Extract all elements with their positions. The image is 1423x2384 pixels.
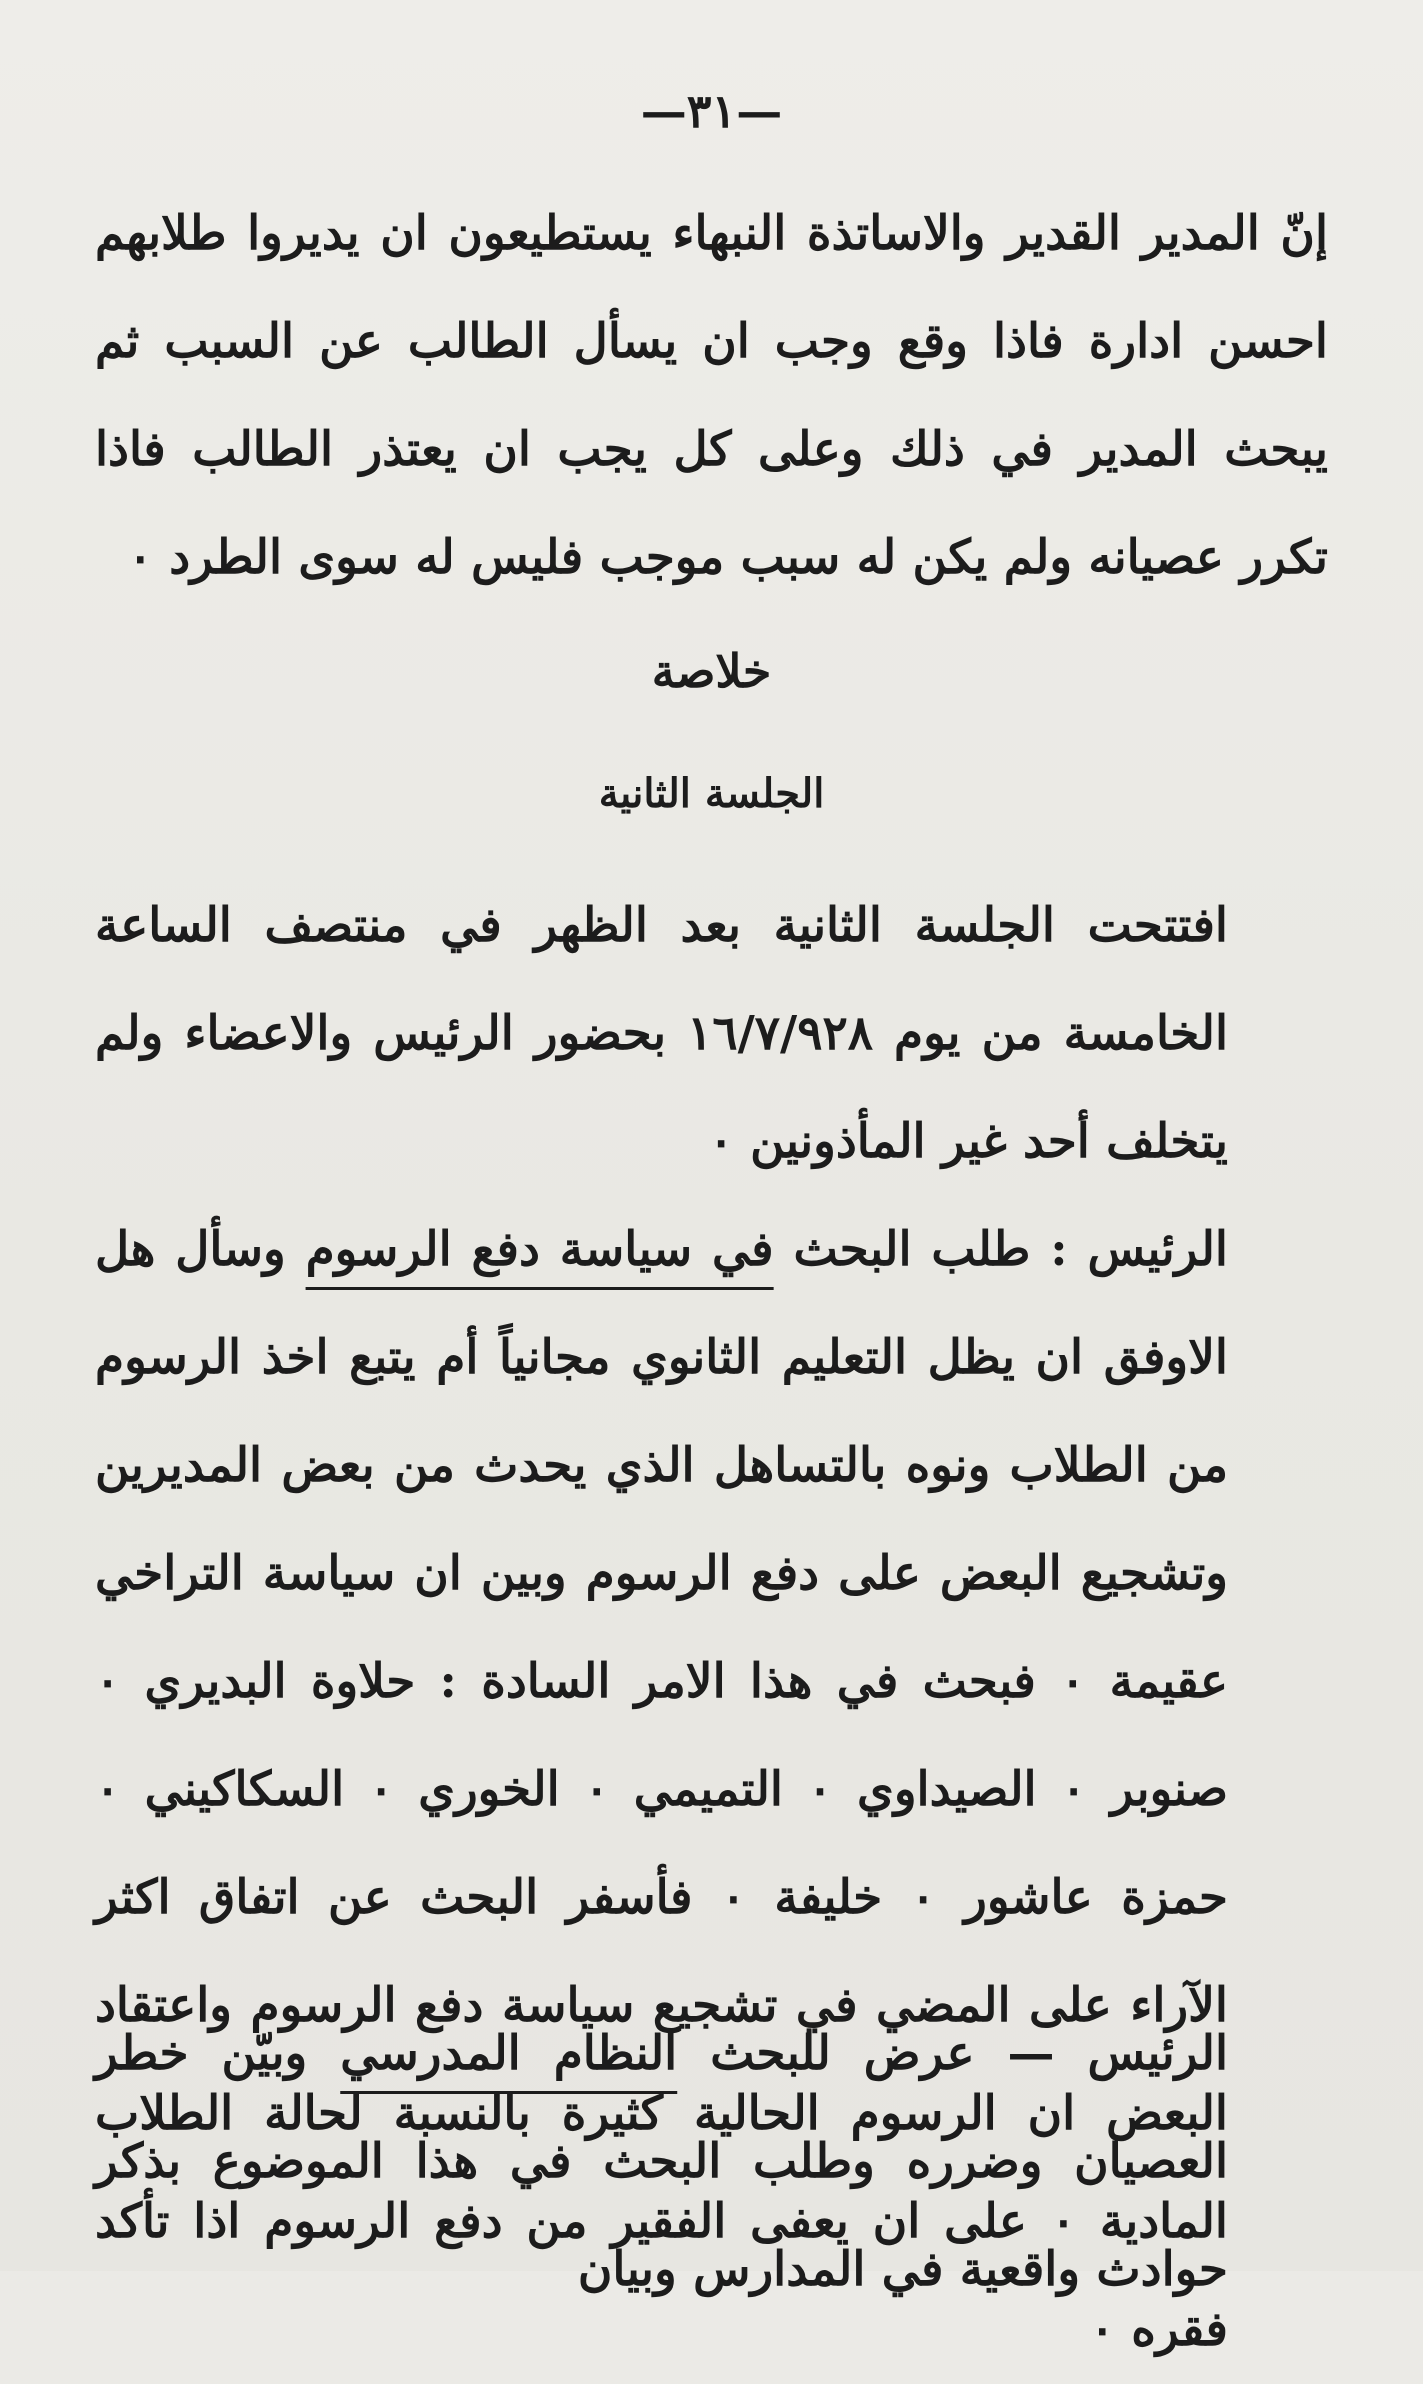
speaker-label-2: الرئيس —: [1007, 2026, 1228, 2081]
school-system-text: [95, 2000, 1328, 2324]
paragraph-school-system: [95, 2000, 1328, 2324]
school-system-topic-underlined: النظام المدرسي: [340, 2026, 678, 2081]
session-opening-text: افتتحت الجلسة الثانية بعد الظهر في منتصف الساعة الخامسة من يوم ١٦/٧/٩٢٨ بحضور الرئيس والاعضاء ولم يتخلف أحد غير المأذونين ٠: [95, 898, 1228, 1169]
speaker-label: الرئيس :: [1050, 1222, 1228, 1277]
fees-discussion-text: وسأل هل الاوفق ان يظل التعليم الثانوي مجانياً أم يتبع اخذ الرسوم من الطلاب ونوه بالتساهل الذي يحدث من بعض المديرين وتشجيع البعض على دفع الرسوم وبين ان سياسة التراخي عقيمة ٠ فبحث في هذا الامر السادة : حلاوة البديري ٠ صنوبر ٠ الصيداوي ٠ التميمي ٠ الخوري ٠ السكاكيني ٠ حمزة عاشور ٠ خليفة ٠ فأسفر البحث عن اتفاق اكثر الآراء على المضي في تشجيع سياسة دفع الرسوم واعتقاد البعض ان الرسوم الحالية كثيرة بالنسبة لحالة الطلاب المادية ٠ على ان يعفى الفقير من دفع الرسوم اذا تأكد فقره ٠: [95, 1222, 1228, 2357]
paragraph-intro: إنّ المدير القدير والاساتذة النبهاء يستطيعون ان يديروا طلابهم احسن ادارة فاذا وقع وجب ان يسأل الطالب عن السبب ثم يبحث المدير في ذلك وعلى كل يجب ان يعتذر الطالب فاذا تكرر عصيانه ولم يكن له سبب موجب فليس له سوى الطرد ٠: [95, 206, 1328, 585]
school-system-rest: وبيّن خطر العصيان وضرره وطلب البحث في هذا الموضوع بذكر حوادث واقعية في المدارس وبيان: [95, 2026, 1228, 2297]
page-number: —٣١—: [640, 84, 783, 138]
fees-topic-underlined: في سياسة دفع الرسوم: [305, 1222, 774, 1277]
section-heading-second-session: الجلسة الثانية: [598, 770, 825, 817]
fees-lead-text: طلب البحث: [793, 1222, 1031, 1277]
section-heading-summary: خلاصة: [651, 644, 772, 698]
school-system-lead: عرض للبحث: [710, 2026, 975, 2081]
